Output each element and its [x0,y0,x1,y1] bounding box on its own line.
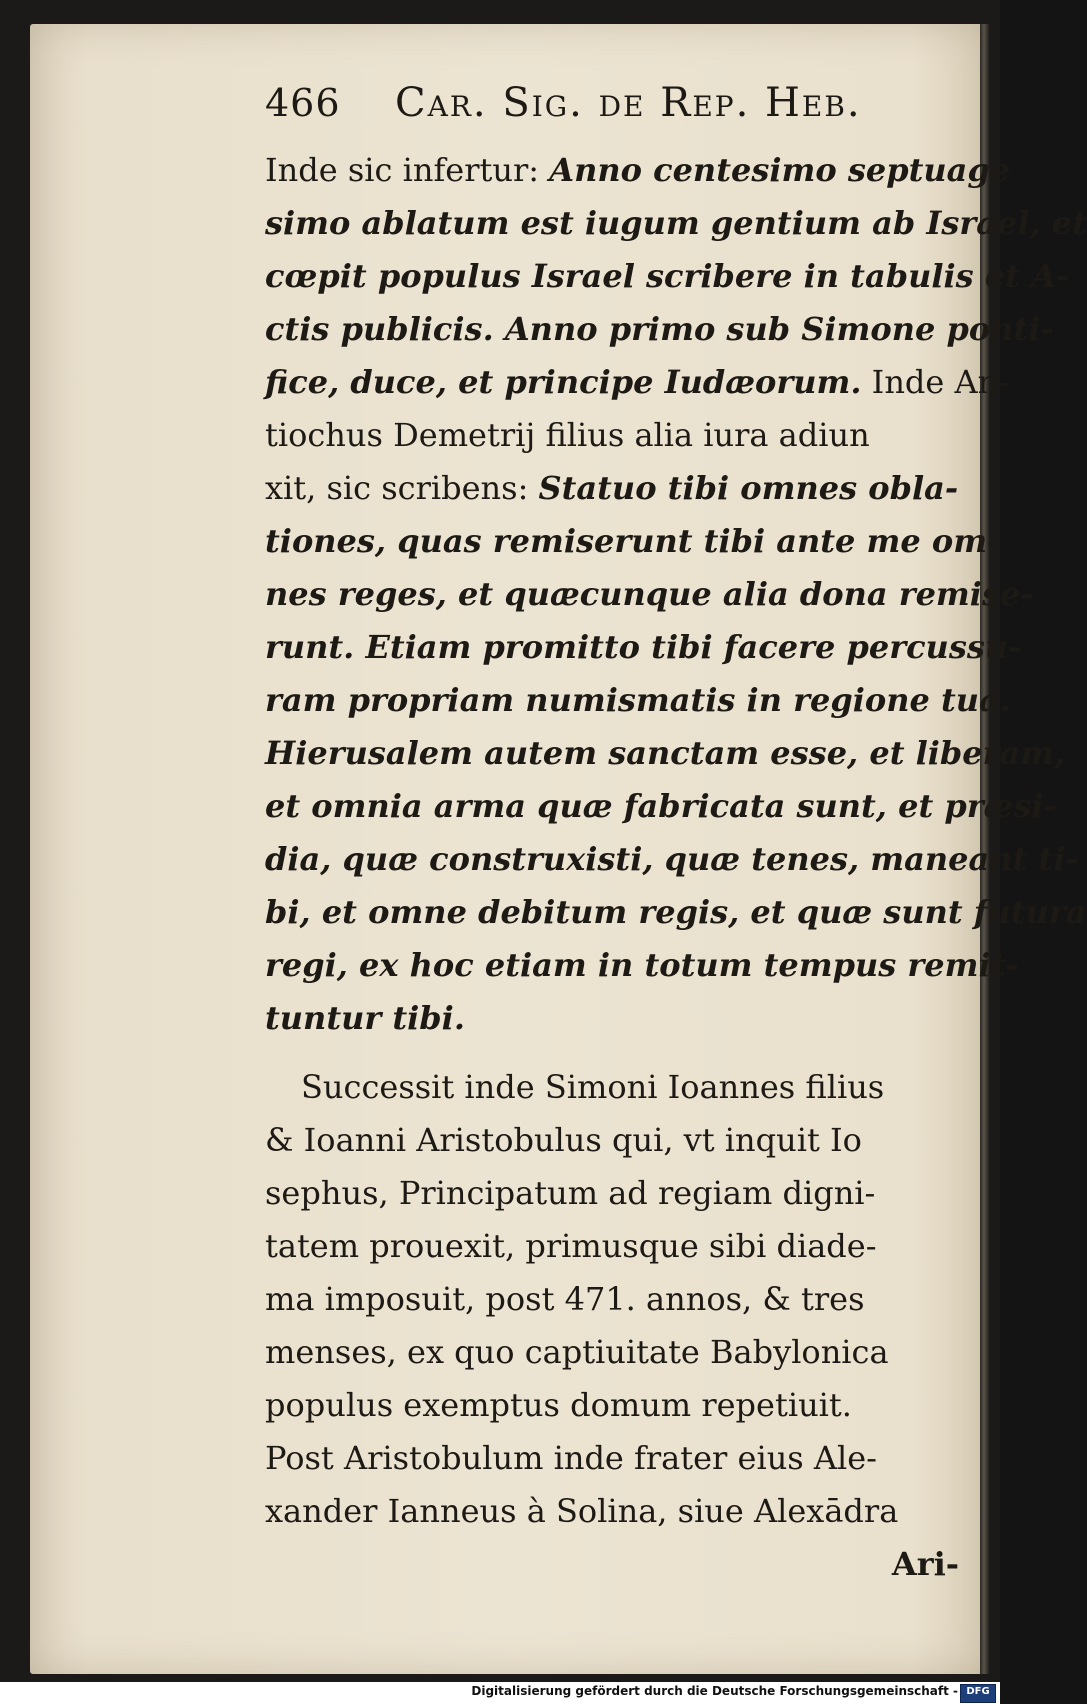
digitization-footer [0,1682,1000,1704]
text-line [265,250,1070,303]
text-line [265,886,1087,939]
dfg-logo-text: DFG [966,1686,990,1697]
italic-text: ram propriam numismatis in regione tua. [265,681,1011,719]
text-line [265,409,965,462]
text-line [265,1273,965,1326]
italic-text: bi, et omne debitum regis, et quæ sunt futura [265,893,1087,931]
italic-text: dia, quæ construxisti, quæ tenes, maneant ti- [265,840,1079,878]
italic-text: regi, ex hoc etiam in totum tempus remit- [265,946,1019,984]
text-line [265,1167,965,1220]
roman-text: menses, ex quo captiuitate Babylonica [265,1333,889,1371]
quoted-passage [265,144,1087,1045]
text-line [265,515,1001,568]
italic-text: Hierusalem autem sanctam esse, et liberam, [265,734,1066,772]
text-line [265,197,1087,250]
italic-text: fice, duce, et principe Iudæorum. [265,363,862,401]
text-line [265,1114,965,1167]
paragraph-gap [265,1045,965,1061]
text-line [265,303,1054,356]
dfg-logo-icon [960,1684,996,1703]
roman-text: Inde An- [861,363,1010,401]
roman-text: Post Aristobulum inde frater eius Ale- [265,1439,877,1477]
text-line [265,144,1011,197]
italic-text: nes reges, et quæcunque alia dona remise- [265,575,1034,613]
text-line [265,1326,965,1379]
roman-text: Inde sic infertur: [265,151,550,189]
roman-text: tiochus Demetrij filius alia iura adiun [265,416,870,454]
roman-text: xit, sic scribens: [265,469,539,507]
italic-text: runt. Etiam promitto tibi facere percussu- [265,628,1022,666]
text-line [265,568,1034,621]
text-line [265,621,1022,674]
text-line [265,674,1011,727]
text-line [265,1379,965,1432]
text-line [265,1485,965,1538]
text-line [265,992,965,1045]
italic-text: tiones, quas remiserunt tibi ante me om- [265,522,1001,560]
roman-text: ma imposuit, post 471. annos, & tres [265,1280,865,1318]
text-line [265,780,1057,833]
text-line [265,727,1066,780]
text-line [265,1061,965,1114]
footer-credit: Digitalisierung gefördert durch die Deutsche Forschungsgemeinschaft - [471,1684,958,1698]
roman-text: xander Ianneus à Solina, siue Alexādra [265,1492,899,1530]
italic-text: Anno centesimo septuage [549,151,1011,189]
text-line [265,1432,965,1485]
running-head: Car. Sig. de Rep. Heb. [395,80,862,126]
italic-text: cœpit populus Israel scribere in tabulis et A- [265,257,1070,295]
text-line [265,833,1079,886]
text-line [265,939,1019,992]
text-line [265,356,1010,409]
page-text [265,80,1087,1591]
catchword: Ari- [891,1545,959,1583]
italic-text: tuntur tibi. [265,999,465,1037]
italic-text: Statuo tibi omnes obla- [538,469,959,507]
roman-text: sephus, Principatum ad regiam digni- [265,1174,876,1212]
text-line [265,1220,965,1273]
text-line [265,462,965,515]
page-header [265,80,965,144]
roman-text: Successit inde Simoni Ioannes filius [301,1068,885,1106]
roman-text: populus exemptus domum repetiuit. [265,1386,852,1424]
italic-text: et omnia arma quæ fabricata sunt, et præsi- [265,787,1057,825]
roman-text: tatem prouexit, primusque sibi diade- [265,1227,877,1265]
second-paragraph [265,1061,965,1538]
italic-text: simo ablatum est iugum gentium ab Israel, et [265,204,1087,242]
roman-text: & Ioanni Aristobulus qui, vt inquit Io [265,1121,862,1159]
page-number: 466 [265,81,341,125]
italic-text: ctis publicis. Anno primo sub Simone ponti- [265,310,1054,348]
